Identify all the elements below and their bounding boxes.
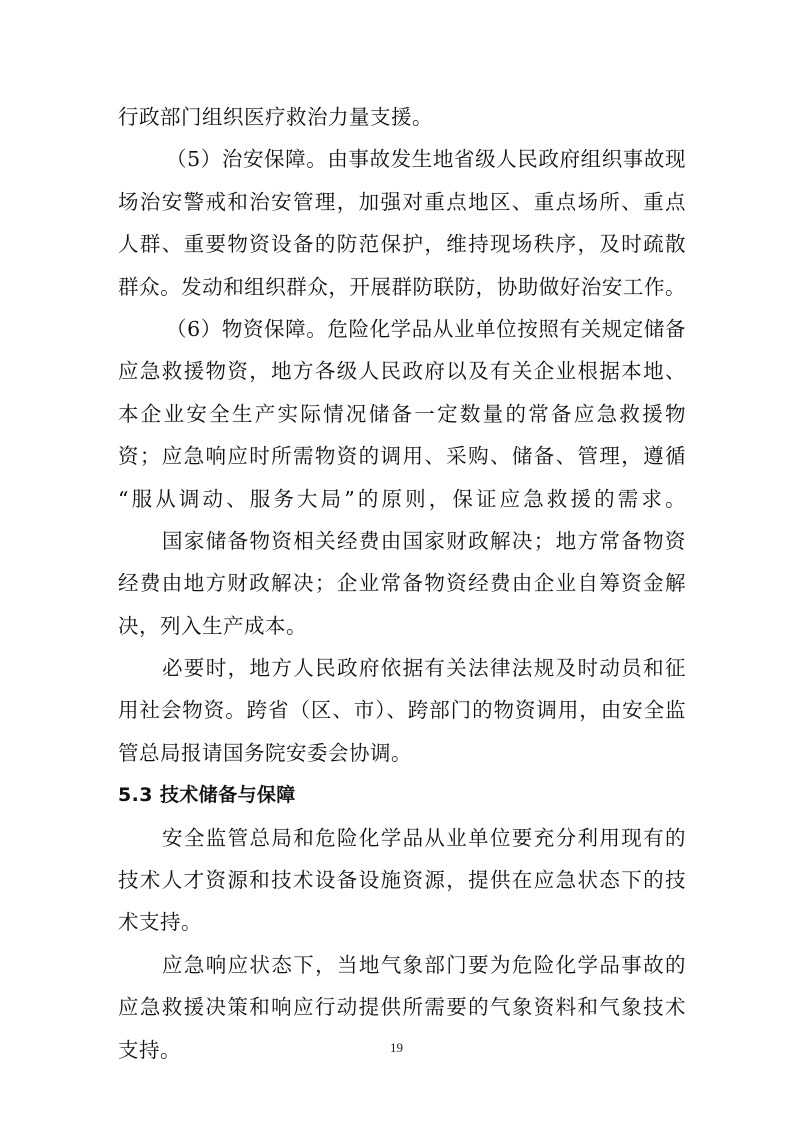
paragraph-tech-resources bbox=[118, 817, 686, 944]
text-line: 行政部门组织医疗救治力量支援。 bbox=[118, 105, 433, 129]
paragraph-requisition bbox=[118, 647, 686, 774]
page-number: 19 bbox=[390, 1040, 403, 1055]
text-line: 资；应急响应时所需物资的调用、采购、储备、管理，遵循 bbox=[118, 444, 686, 469]
paragraph-medical-support-end bbox=[118, 96, 686, 138]
text-line: 经费由地方财政解决；企业常备物资经费由企业自筹资金解 bbox=[118, 571, 686, 596]
section-heading: 5.3 技术储备与保障 bbox=[118, 784, 296, 807]
text-line: 技术人才资源和技术设备设施资源，提供在应急状态下的技 bbox=[118, 868, 686, 893]
paragraph-funding bbox=[118, 520, 686, 647]
text-line: 应急响应状态下，当地气象部门要为危险化学品事故的 bbox=[162, 952, 686, 977]
text-line: “服从调动、服务大局”的原则，保证应急救援的需求。 bbox=[118, 486, 686, 511]
text-line: 应急救援决策和响应行动提供所需要的气象资料和气象技术 bbox=[118, 995, 686, 1020]
text-line: （5）治安保障。由事故发生地省级人民政府组织事故现 bbox=[166, 147, 686, 172]
text-line: 决，列入生产成本。 bbox=[118, 613, 307, 638]
text-line: 必要时，地方人民政府依据有关法律法规及时动员和征 bbox=[162, 656, 686, 681]
text-line: 管总局报请国务院安委会协调。 bbox=[118, 740, 412, 765]
text-line: 术支持。 bbox=[118, 910, 202, 935]
paragraph-materials bbox=[118, 308, 686, 520]
text-line: 群众。发动和组织群众，开展群防联防，协助做好治安工作。 bbox=[118, 274, 686, 299]
text-line: 人群、重要物资设备的防范保护，维持现场秩序，及时疏散 bbox=[118, 232, 686, 257]
paragraph-public-security bbox=[118, 138, 686, 308]
document-page bbox=[118, 96, 686, 1071]
text-line: 国家储备物资相关经费由国家财政解决；地方常备物资 bbox=[162, 528, 686, 553]
text-line: 用社会物资。跨省（区、市）、跨部门的物资调用，由安全监 bbox=[118, 698, 686, 723]
text-line: 本企业安全生产实际情况储备一定数量的常备应急救援物 bbox=[118, 401, 686, 426]
text-line: 应急救援物资，地方各级人民政府以及有关企业根据本地、 bbox=[118, 359, 686, 384]
text-line: 支持。 bbox=[118, 1037, 181, 1062]
text-line: 场治安警戒和治安管理，加强对重点地区、重点场所、重点 bbox=[118, 189, 686, 214]
text-line: （6）物资保障。危险化学品从业单位按照有关规定储备 bbox=[166, 316, 686, 341]
text-line: 安全监管总局和危险化学品从业单位要充分利用现有的 bbox=[162, 825, 686, 850]
